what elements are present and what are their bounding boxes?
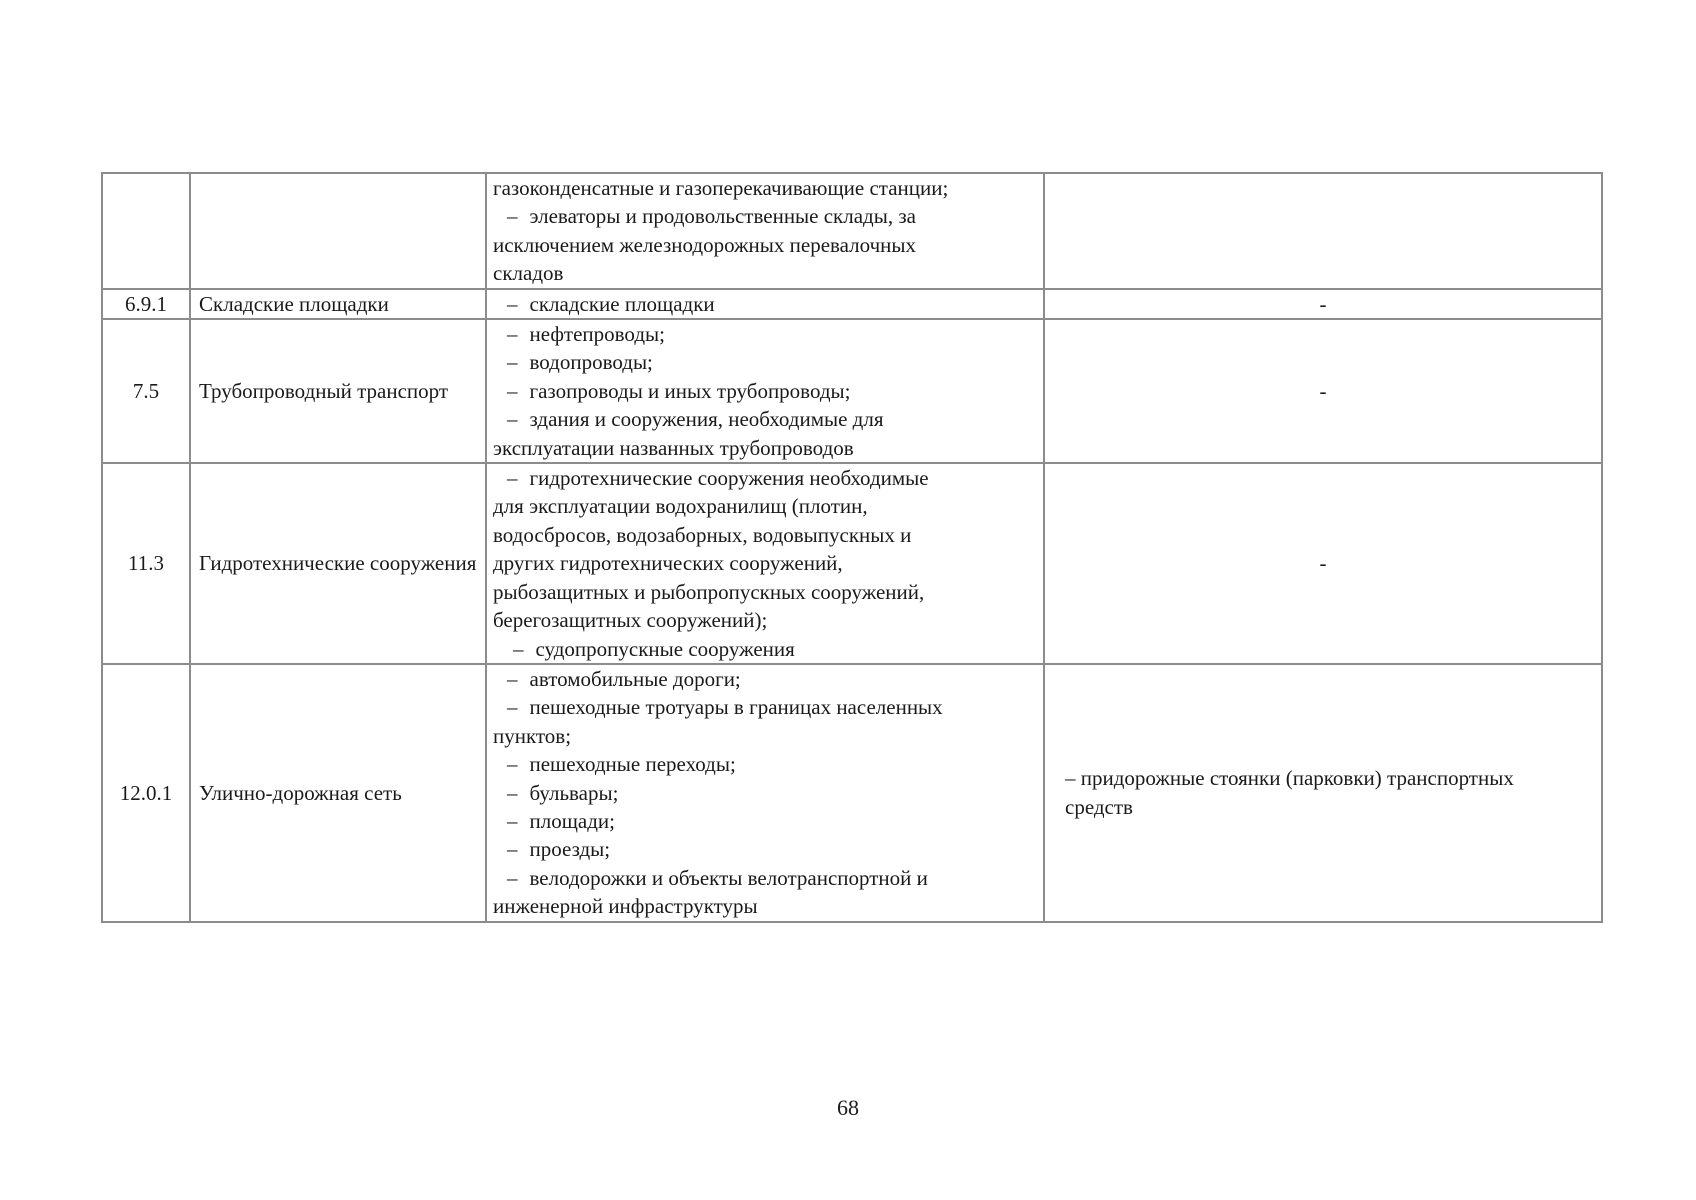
list-item bbox=[493, 259, 1039, 287]
list-item bbox=[493, 835, 1039, 863]
table-row bbox=[102, 319, 1602, 463]
table-row bbox=[102, 289, 1602, 319]
list-item-text: элеваторы и продовольственные склады, за bbox=[529, 204, 916, 229]
bullet-mark: – bbox=[507, 780, 518, 805]
row-name: Трубопроводный транспорт bbox=[190, 319, 486, 463]
list-item bbox=[493, 464, 1039, 492]
bullet-mark: – bbox=[507, 322, 518, 347]
list-item bbox=[493, 492, 1039, 520]
list-item bbox=[493, 722, 1039, 750]
bullet-mark: – bbox=[507, 837, 518, 862]
list-item-text: пешеходные тротуары в границах населенных bbox=[529, 695, 943, 720]
row-conditional-use: - bbox=[1044, 319, 1602, 463]
list-item bbox=[493, 807, 1039, 835]
table-body bbox=[102, 173, 1602, 922]
list-item-text: газоконденсатные и газоперекачивающие станции; bbox=[493, 176, 949, 200]
bullet-mark: – bbox=[507, 407, 518, 432]
row-code: 12.0.1 bbox=[102, 664, 190, 922]
list-item bbox=[493, 174, 1039, 202]
list-item bbox=[493, 348, 1039, 376]
list-item bbox=[493, 892, 1039, 920]
table-row bbox=[102, 664, 1602, 922]
page-number: 68 bbox=[837, 1095, 859, 1120]
list-item bbox=[493, 635, 1039, 663]
row-code: 11.3 bbox=[102, 463, 190, 664]
row-conditional-use: – придорожные стоянки (парковки) транспортных средств bbox=[1044, 664, 1602, 922]
bullet-mark: – bbox=[507, 666, 518, 691]
bullet-mark: – bbox=[507, 350, 518, 375]
list-item-text: проезды; bbox=[529, 837, 611, 862]
list-item bbox=[493, 405, 1039, 433]
list-item bbox=[493, 231, 1039, 259]
row-conditional-use bbox=[1044, 173, 1602, 289]
list-item-text: газопроводы и иных трубопроводы; bbox=[529, 378, 851, 403]
list-item bbox=[493, 202, 1039, 230]
list-item-text: велодорожки и объекты велотранспортной и bbox=[529, 865, 928, 890]
row-name bbox=[190, 173, 486, 289]
list-item-text: водопроводы; bbox=[529, 350, 653, 375]
row-name: Улично-дорожная сеть bbox=[190, 664, 486, 922]
row-name: Складские площадки bbox=[190, 289, 486, 319]
bullet-mark: – bbox=[507, 695, 518, 720]
list-item-text: пунктов; bbox=[493, 723, 572, 748]
bullet-mark: – bbox=[507, 808, 518, 833]
list-item-text: пешеходные переходы; bbox=[529, 752, 736, 777]
list-item-text: бульвары; bbox=[529, 780, 619, 805]
row-items bbox=[486, 463, 1044, 664]
row-conditional-use: - bbox=[1044, 463, 1602, 664]
bullet-mark: – bbox=[507, 204, 518, 229]
list-item bbox=[493, 521, 1039, 549]
list-item-text: водосбросов, водозаборных, водовыпускных и bbox=[493, 522, 912, 547]
list-item bbox=[493, 549, 1039, 577]
bullet-mark: – bbox=[507, 291, 518, 316]
row-items bbox=[486, 289, 1044, 319]
row-name: Гидротехнические сооружения bbox=[190, 463, 486, 664]
row-items bbox=[486, 173, 1044, 289]
list-item-text: для эксплуатации водохранилищ (плотин, bbox=[493, 494, 868, 519]
bullet-mark: – bbox=[507, 865, 518, 890]
row-items bbox=[486, 319, 1044, 463]
list-item-text: складские площадки bbox=[529, 291, 715, 316]
list-item bbox=[493, 779, 1039, 807]
list-item-text: здания и сооружения, необходимые для bbox=[529, 407, 884, 432]
bullet-mark: – bbox=[513, 636, 524, 661]
list-item-text: инженерной инфраструктуры bbox=[493, 894, 758, 919]
list-item bbox=[493, 665, 1039, 693]
row-code bbox=[102, 173, 190, 289]
list-item bbox=[493, 864, 1039, 892]
list-item-text: других гидротехнических сооружений, bbox=[493, 551, 843, 576]
list-item-text: гидротехнические сооружения необходимые bbox=[529, 466, 929, 491]
row-conditional-use: - bbox=[1044, 289, 1602, 319]
bullet-mark: – bbox=[507, 752, 518, 777]
land-use-table bbox=[101, 172, 1603, 923]
table-row bbox=[102, 173, 1602, 289]
list-item bbox=[493, 750, 1039, 778]
list-item-text: эксплуатации названных трубопроводов bbox=[493, 435, 854, 460]
list-item-text: судопропускные сооружения bbox=[535, 636, 795, 661]
list-item bbox=[493, 693, 1039, 721]
list-item bbox=[493, 320, 1039, 348]
list-item-text: берегозащитных сооружений); bbox=[493, 608, 768, 633]
list-item-text: складов bbox=[493, 261, 564, 286]
list-item-text: нефтепроводы; bbox=[529, 322, 665, 347]
list-item bbox=[493, 578, 1039, 606]
row-code: 6.9.1 bbox=[102, 289, 190, 319]
list-item-text: автомобильные дороги; bbox=[529, 666, 741, 691]
list-item-text: площади; bbox=[529, 808, 615, 833]
bullet-mark: – bbox=[507, 466, 518, 491]
row-code: 7.5 bbox=[102, 319, 190, 463]
list-item bbox=[493, 434, 1039, 462]
list-item bbox=[493, 606, 1039, 634]
row-items bbox=[486, 664, 1044, 922]
bullet-mark: – bbox=[507, 378, 518, 403]
table-row bbox=[102, 463, 1602, 664]
list-item bbox=[493, 290, 1039, 318]
list-item-text: рыбозащитных и рыбопропускных сооружений, bbox=[493, 579, 925, 604]
list-item-text: исключением железнодорожных перевалочных bbox=[493, 232, 917, 257]
list-item bbox=[493, 377, 1039, 405]
